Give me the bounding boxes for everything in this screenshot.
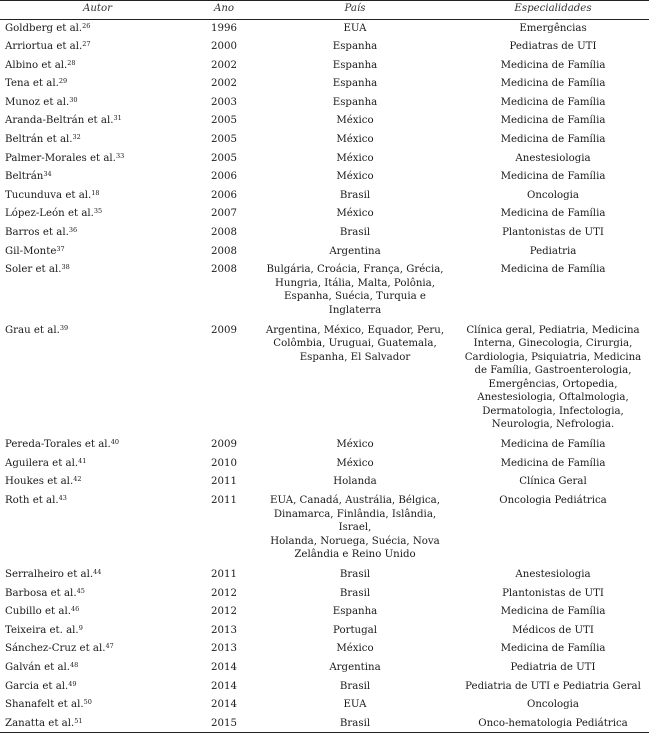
autor-name: Arriortua et al. xyxy=(5,41,83,53)
pais-line: México xyxy=(336,457,374,469)
autor-name: Aguilera et al. xyxy=(5,457,79,469)
cell-especialidades xyxy=(457,454,649,473)
pais-line: Hungria, Itália, Malta, Polônia, xyxy=(275,277,435,289)
cell-ano: 2012 xyxy=(211,606,237,618)
reference-number: 37 xyxy=(56,244,65,253)
header-pais: País xyxy=(253,1,457,20)
cell-ano: 2015 xyxy=(195,714,253,733)
pais-line: Holanda xyxy=(333,476,377,488)
table-row xyxy=(0,658,649,677)
reference-number: 28 xyxy=(67,58,76,67)
table-row xyxy=(0,677,649,696)
cell-pais xyxy=(253,640,457,659)
cell-pais xyxy=(253,205,457,224)
especialidade-line: Emergências xyxy=(519,23,587,34)
cell-ano: 2002 xyxy=(211,78,237,90)
cell-ano: 2008 xyxy=(211,227,237,239)
reference-number: 43 xyxy=(58,494,67,502)
autor-name: Pereda-Torales et al. xyxy=(5,439,111,451)
cell-especialidades xyxy=(457,205,649,224)
autor-name: Goldberg et al. xyxy=(5,23,83,34)
cell-autor xyxy=(0,224,195,243)
pais-line: Espanha, Suécia, Turquia e Inglaterra xyxy=(284,291,426,316)
reference-number: 47 xyxy=(105,642,114,651)
especialidade-line: Medicina de Família xyxy=(500,78,606,90)
cell-pais xyxy=(253,186,457,205)
cell-ano: 2006 xyxy=(211,189,237,201)
cell-especialidades xyxy=(457,584,649,603)
reference-number: 27 xyxy=(82,40,91,49)
pais-line: Bulgária, Croácia, França, Grécia, xyxy=(266,264,444,276)
cell-ano: 2005 xyxy=(211,134,237,146)
especialidade-line: Plantonistas de UTI xyxy=(502,587,604,599)
cell-autor xyxy=(0,454,195,473)
cell-autor xyxy=(0,75,195,94)
especialidade-line: Pediatria de UTI xyxy=(510,661,596,673)
pais-line: EUA xyxy=(343,23,367,34)
autor-name: Shanafelt et al. xyxy=(5,699,84,711)
reference-number: 45 xyxy=(76,586,85,595)
especialidade-line: Pediatria xyxy=(529,245,577,257)
table-row xyxy=(0,454,649,473)
cell-pais xyxy=(253,168,457,187)
table-row xyxy=(0,75,649,94)
cell-especialidades xyxy=(457,492,649,566)
cell-especialidades xyxy=(457,131,649,150)
autor-name: Tucunduva et al. xyxy=(5,189,92,201)
cell-especialidades xyxy=(457,321,649,436)
reference-number: 41 xyxy=(78,456,87,465)
table-row xyxy=(0,205,649,224)
reference-number: 30 xyxy=(69,95,78,104)
cell-autor xyxy=(0,436,195,455)
especialidade-line: Medicina de Família xyxy=(500,457,606,469)
cell-autor xyxy=(0,321,195,436)
cell-ano: 2014 xyxy=(211,699,237,711)
table-row xyxy=(0,93,649,112)
cell-especialidades xyxy=(457,603,649,622)
pais-line: Zelândia e Reino Unido xyxy=(294,549,416,560)
cell-autor xyxy=(0,93,195,112)
table-row xyxy=(0,473,649,492)
especialidade-line: Cardiologia, Psiquiatria, Medicina xyxy=(464,351,642,363)
pais-line: Brasil xyxy=(339,227,371,239)
cell-especialidades xyxy=(457,224,649,243)
autor-name: Barros et al. xyxy=(5,227,69,239)
cell-especialidades xyxy=(457,566,649,585)
autor-name: Aranda-Beltrán et al. xyxy=(5,115,114,127)
cell-pais xyxy=(253,603,457,622)
autor-name: Soler et al. xyxy=(5,264,62,276)
cell-pais xyxy=(253,75,457,94)
cell-pais xyxy=(253,454,457,473)
pais-line: Argentina, México, Equador, Peru, xyxy=(265,324,445,336)
cell-autor xyxy=(0,603,195,622)
especialidade-line: Medicina de Família xyxy=(500,606,606,618)
especialidade-line: Medicina de Família xyxy=(500,59,606,71)
cell-pais xyxy=(253,321,457,436)
cell-ano: 2008 xyxy=(211,245,237,257)
reference-number: 35 xyxy=(93,207,103,216)
reference-number: 50 xyxy=(83,698,92,707)
autor-name: Palmer-Morales et al. xyxy=(5,152,116,164)
table-row xyxy=(0,714,649,733)
autor-name: Houkes et al. xyxy=(5,476,74,488)
cell-pais xyxy=(253,131,457,150)
cell-autor xyxy=(0,640,195,659)
table-row xyxy=(0,621,649,640)
pais-line: Colômbia, Uruguai, Guatemala, xyxy=(273,338,437,350)
cell-ano: 2000 xyxy=(211,41,237,53)
especialidade-line: Neurologia, Nefrologia. xyxy=(491,419,615,431)
cell-ano: 2013 xyxy=(211,624,237,636)
cell-autor xyxy=(0,621,195,640)
especialidade-line: Anestesiologia, Oftalmologia, xyxy=(477,392,629,404)
cell-ano: 1996 xyxy=(211,23,237,34)
reference-number: 48 xyxy=(70,660,79,669)
table-row xyxy=(0,242,649,261)
cell-pais xyxy=(253,93,457,112)
cell-autor xyxy=(0,261,195,322)
reference-number: 34 xyxy=(43,170,52,179)
cell-ano: 2009 xyxy=(211,439,237,451)
table-row xyxy=(0,186,649,205)
pais-line: Espanha, El Salvador xyxy=(299,351,411,363)
especialidade-line: Plantonistas de UTI xyxy=(502,227,604,239)
table-row xyxy=(0,603,649,622)
cell-especialidades xyxy=(457,621,649,640)
cell-pais xyxy=(253,242,457,261)
cell-especialidades xyxy=(457,75,649,94)
cell-especialidades xyxy=(457,261,649,322)
reference-number: 42 xyxy=(73,475,82,484)
especialidade-line: Medicina de Família xyxy=(500,171,606,183)
especialidade-line: Anestesiologia xyxy=(515,569,591,580)
reference-number: 29 xyxy=(58,77,68,86)
cell-autor xyxy=(0,56,195,75)
especialidade-line: de Família, Gastroenterologia, xyxy=(474,365,632,377)
reference-number: 26 xyxy=(82,22,91,30)
autor-name: Albino et al. xyxy=(5,59,68,71)
reference-number: 38 xyxy=(61,263,70,272)
pais-line: Espanha xyxy=(332,41,378,53)
cell-autor xyxy=(0,658,195,677)
cell-especialidades xyxy=(457,696,649,715)
cell-especialidades xyxy=(457,93,649,112)
cell-ano: 2009 xyxy=(211,324,237,336)
cell-autor xyxy=(0,112,195,131)
cell-ano: 2003 xyxy=(211,96,237,108)
especialidade-line: Oncologia xyxy=(527,189,579,201)
autor-name: Cubillo et al. xyxy=(5,606,71,618)
cell-ano: 2002 xyxy=(211,59,237,71)
cell-ano: 2006 xyxy=(211,171,237,183)
reference-number: 36 xyxy=(68,226,78,235)
cell-pais xyxy=(253,38,457,57)
cell-especialidades xyxy=(457,186,649,205)
cell-autor xyxy=(0,677,195,696)
table-row xyxy=(0,224,649,243)
cell-autor xyxy=(0,242,195,261)
cell-especialidades xyxy=(457,242,649,261)
cell-autor xyxy=(0,696,195,715)
table-row xyxy=(0,261,649,322)
table-row xyxy=(0,131,649,150)
pais-line: Brasil xyxy=(339,569,371,580)
autor-name: Beltrán et al. xyxy=(5,134,73,146)
autor-name: Sánchez-Cruz et al. xyxy=(5,643,106,655)
reference-number: 33 xyxy=(115,151,125,160)
cell-pais xyxy=(253,696,457,715)
reference-number: 51 xyxy=(74,716,83,725)
especialidade-line: Pediatria de UTI e Pediatria Geral xyxy=(465,680,641,692)
cell-ano: 2014 xyxy=(211,661,237,673)
cell-pais xyxy=(253,19,457,38)
pais-line: Holanda, Noruega, Suécia, Nova xyxy=(270,535,440,547)
especialidade-line: Oncologia xyxy=(527,699,579,711)
cell-autor xyxy=(0,584,195,603)
especialidade-line: Anestesiologia xyxy=(515,152,591,164)
autor-name: Serralheiro et al. xyxy=(5,569,94,580)
pais-line: México xyxy=(336,439,374,451)
cell-ano: 2007 xyxy=(211,208,237,220)
cell-ano: 2010 xyxy=(211,457,237,469)
reference-number: 18 xyxy=(91,188,100,197)
cell-pais xyxy=(253,621,457,640)
autor-name: Gil-Monte xyxy=(5,245,57,257)
especialidade-line: Onco-hematologia Pediátrica xyxy=(478,717,628,729)
cell-pais xyxy=(253,436,457,455)
pais-line: Brasil xyxy=(339,717,371,729)
autor-name: Munoz et al. xyxy=(5,96,70,108)
cell-especialidades xyxy=(457,168,649,187)
table-row xyxy=(0,696,649,715)
table-row xyxy=(0,584,649,603)
cell-pais xyxy=(253,112,457,131)
cell-autor xyxy=(0,38,195,57)
reference-number: 31 xyxy=(113,114,122,123)
cell-especialidades xyxy=(457,112,649,131)
header-especialidades: Especialidades xyxy=(457,1,649,20)
especialidade-line: Medicina de Família xyxy=(500,643,606,655)
pais-line: Brasil xyxy=(339,587,371,599)
cell-ano: 2014 xyxy=(211,680,237,692)
table-row xyxy=(0,19,649,38)
header-ano: Ano xyxy=(195,1,253,20)
cell-especialidades xyxy=(457,149,649,168)
cell-ano: 2011 xyxy=(211,495,237,506)
especialidade-line: Medicina de Família xyxy=(500,134,606,146)
pais-line: México xyxy=(336,152,374,164)
cell-autor xyxy=(0,473,195,492)
especialidade-line: Medicina de Família xyxy=(500,115,606,127)
pais-line: Espanha xyxy=(332,78,378,90)
cell-autor xyxy=(0,566,195,585)
especialidade-line: Pediatras de UTI xyxy=(509,41,597,53)
table-row xyxy=(0,321,649,436)
reference-number: 9 xyxy=(78,623,83,632)
cell-pais xyxy=(253,658,457,677)
especialidade-line: Medicina de Família xyxy=(500,264,606,276)
pais-line: México xyxy=(336,643,374,655)
cell-autor xyxy=(0,131,195,150)
cell-especialidades xyxy=(457,658,649,677)
autor-name: Barbosa et al. xyxy=(5,587,77,599)
especialidade-line: Medicina de Família xyxy=(500,439,606,451)
pais-line: México xyxy=(336,134,374,146)
pais-line: EUA, Canadá, Austrália, Bélgica, xyxy=(270,495,440,506)
pais-line: Argentina xyxy=(329,245,381,257)
cell-pais xyxy=(253,566,457,585)
autor-name: Galván et al. xyxy=(5,661,71,673)
autor-name: Grau et al. xyxy=(5,324,60,336)
pais-line: Argentina xyxy=(329,661,381,673)
reference-number: 46 xyxy=(70,605,80,614)
cell-autor xyxy=(0,186,195,205)
autor-name: Tena et al. xyxy=(5,78,59,90)
cell-ano: 2005 xyxy=(211,115,237,127)
table-row xyxy=(0,566,649,585)
reference-number: 44 xyxy=(93,568,102,576)
cell-especialidades xyxy=(457,56,649,75)
pais-line: Brasil xyxy=(339,189,371,201)
pais-line: México xyxy=(336,171,374,183)
pais-line: México xyxy=(336,115,374,127)
cell-especialidades xyxy=(457,436,649,455)
reference-number: 32 xyxy=(72,133,81,142)
pais-line: Brasil xyxy=(339,680,371,692)
cell-especialidades xyxy=(457,19,649,38)
cell-pais xyxy=(253,224,457,243)
cell-ano: 2012 xyxy=(211,587,237,599)
cell-ano: 2005 xyxy=(211,152,237,164)
table-row xyxy=(0,436,649,455)
cell-autor xyxy=(0,149,195,168)
cell-autor xyxy=(0,492,195,566)
cell-especialidades xyxy=(457,473,649,492)
cell-autor xyxy=(0,714,195,733)
especialidade-line: Interna, Ginecologia, Cirurgia, xyxy=(473,338,633,350)
especialidade-line: Dermatologia, Infectologia, xyxy=(482,405,624,417)
cell-pais xyxy=(253,56,457,75)
reference-number: 39 xyxy=(59,323,69,332)
header-autor: Autor xyxy=(0,1,195,20)
especialidade-line: Médicos de UTI xyxy=(512,624,594,636)
table-row xyxy=(0,56,649,75)
table-row xyxy=(0,112,649,131)
autor-name: Garcia et al. xyxy=(5,680,69,692)
especialidade-line: Medicina de Família xyxy=(500,208,606,220)
especialidade-line: Oncologia Pediátrica xyxy=(499,495,607,506)
especialidade-line: Medicina de Família xyxy=(500,96,606,108)
especialidade-line: Clínica geral, Pediatria, Medicina xyxy=(466,324,640,336)
cell-especialidades xyxy=(457,677,649,696)
autor-name: Beltrán xyxy=(5,171,44,183)
reference-number: 40 xyxy=(110,438,120,447)
header-row xyxy=(0,1,649,20)
cell-ano: 2013 xyxy=(211,643,237,655)
cell-ano: 2011 xyxy=(211,476,237,488)
table-body xyxy=(0,19,649,733)
cell-especialidades xyxy=(457,640,649,659)
pais-line: Espanha xyxy=(332,59,378,71)
autor-name: Roth et al. xyxy=(5,495,59,506)
cell-especialidades xyxy=(457,714,649,733)
cell-pais xyxy=(253,492,457,566)
pais-line: México xyxy=(336,208,374,220)
autor-name: Zanatta et al. xyxy=(5,717,75,729)
cell-pais xyxy=(253,149,457,168)
cell-ano: 2011 xyxy=(211,569,237,580)
pais-line: EUA xyxy=(343,699,367,711)
table-row xyxy=(0,640,649,659)
cell-pais xyxy=(253,584,457,603)
autor-name: Teixeira et. al. xyxy=(5,624,79,636)
cell-pais xyxy=(253,261,457,322)
pais-line: Dinamarca, Finlândia, Islândia, Israel, xyxy=(273,508,437,533)
cell-autor xyxy=(0,205,195,224)
cell-autor xyxy=(0,168,195,187)
table-row xyxy=(0,492,649,566)
especialidade-line: Clínica Geral xyxy=(519,476,587,488)
pais-line: Espanha xyxy=(332,606,378,618)
cell-pais xyxy=(253,473,457,492)
cell-pais xyxy=(253,714,457,733)
table-row xyxy=(0,168,649,187)
cell-especialidades xyxy=(457,38,649,57)
pais-line: Espanha xyxy=(332,96,378,108)
table-row xyxy=(0,149,649,168)
autor-name: López-León et al. xyxy=(5,208,94,220)
reference-number: 49 xyxy=(68,679,77,688)
especialidade-line: Emergências, Ortopedia, xyxy=(488,378,618,390)
cell-ano: 2008 xyxy=(211,264,237,276)
cell-autor xyxy=(0,19,195,38)
table-row xyxy=(0,38,649,57)
cell-pais xyxy=(253,677,457,696)
pais-line: Portugal xyxy=(333,624,377,636)
